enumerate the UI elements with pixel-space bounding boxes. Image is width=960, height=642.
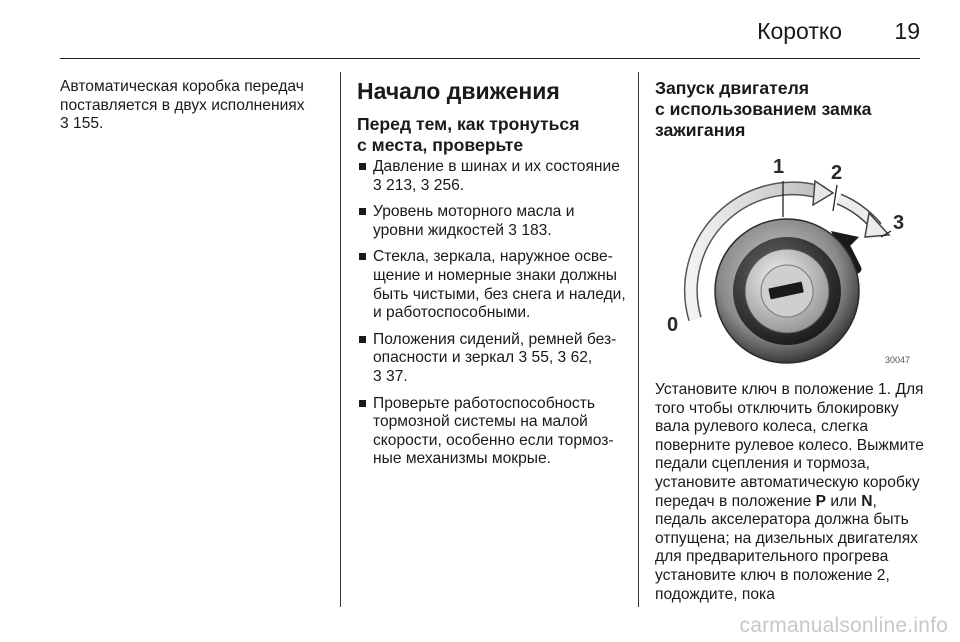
instructions-text: Установите ключ в положение 1. Для того чтобы отключить блокировку вала рулевого колеса, слегка поверните рулевое колесо. Выжмите педали сцепления и тормоза, установите автоматическую коробку передач в положение [655, 381, 924, 510]
ref-page: 155. [73, 115, 104, 133]
instructions-paragraph [655, 381, 925, 604]
checklist [357, 158, 627, 469]
column-2 [357, 78, 627, 477]
figure-id: 30047 [885, 355, 911, 365]
checklist-item [357, 395, 627, 469]
bullet-square-icon [359, 400, 366, 407]
ref-arrow-icon: 3 [557, 349, 567, 367]
column-1-text: Автоматическая коробка передач поставляется в двух исполнениях [60, 78, 305, 114]
checklist-item [357, 248, 627, 322]
instructions-text: , педаль акселератора должна быть отпущена; на дизельных двигателях для предварительного прогрева установите ключ в положение 2, подождите, пока [655, 492, 918, 603]
position-label-3: 3 [893, 212, 905, 234]
checklist-item-text: Стекла, зеркала, наружное освещение и номерные знаки должны быть чистыми, без снега и наледи, и работоспособными. [373, 248, 626, 322]
page-reference[interactable] [421, 177, 464, 194]
heading-line-1: Запуск двигателя [655, 78, 810, 98]
page-reference[interactable] [558, 349, 593, 366]
ref-arrow-icon: 3 [373, 367, 382, 385]
ignition-lock-figure [655, 151, 921, 369]
checklist-item-text: Проверьте работоспособность тормозной системы на малой скорости, особенно если тормозные механизмы мокрые. [373, 394, 614, 468]
ref-page: 183. [521, 221, 552, 239]
ref-page: 213, [386, 176, 417, 194]
ref-page: 55, [531, 349, 554, 367]
checklist-item-text: Уровень моторного масла и уровни жидкостей [373, 203, 575, 239]
column-1 [60, 78, 322, 134]
checklist-item [357, 158, 627, 195]
section-heading: Начало движения [357, 78, 560, 104]
watermark: carmanualsonline.info [739, 614, 948, 637]
section-heading [655, 78, 925, 141]
ignition-lock-illustration [655, 151, 921, 369]
checklist-item [357, 203, 627, 240]
heading-line-2: с использованием замка [655, 99, 872, 119]
subheading-line-2: с места, проверьте [357, 135, 524, 155]
checklist-item-text: Давление в шинах и их состояние [373, 158, 620, 175]
section-title: Коротко [757, 18, 842, 44]
bullet-square-icon [359, 163, 366, 170]
instructions-text: или [826, 492, 862, 510]
page-reference[interactable] [373, 368, 408, 385]
checklist-item [357, 331, 627, 387]
position-label-0: 0 [667, 314, 679, 336]
column-divider-1 [340, 72, 341, 607]
bullet-square-icon [359, 253, 366, 260]
subheading-line-1: Перед тем, как тронуться [357, 114, 580, 134]
page-number: 19 [894, 18, 920, 44]
ref-arrow-icon: 3 [60, 115, 69, 133]
ref-page: 256. [433, 176, 465, 194]
page-reference[interactable] [60, 115, 103, 132]
page-reference[interactable] [373, 177, 416, 194]
ref-arrow-icon: 3 [373, 176, 382, 194]
page-reference[interactable] [518, 349, 553, 366]
ref-arrow-icon: 3 [518, 349, 528, 367]
ref-page: 37. [386, 367, 408, 385]
ref-arrow-icon: 3 [420, 176, 430, 194]
column-divider-2 [638, 72, 639, 607]
bullet-square-icon [359, 336, 366, 343]
bullet-square-icon [359, 208, 366, 215]
gear-n: N [861, 492, 873, 510]
position-label-2: 2 [831, 162, 843, 184]
page-header [60, 0, 920, 59]
position-label-1: 1 [773, 156, 785, 178]
column-1-paragraph [60, 78, 322, 134]
checklist-item-text: Положения сидений, ремней безопасности и зеркал [373, 330, 617, 367]
ref-arrow-icon: 3 [508, 221, 517, 239]
ref-page: 62, [570, 349, 593, 367]
heading-line-3: зажигания [655, 120, 746, 140]
gear-p: P [815, 492, 827, 510]
page-reference[interactable] [508, 222, 551, 239]
subheading [357, 114, 627, 156]
column-3 [655, 78, 925, 604]
